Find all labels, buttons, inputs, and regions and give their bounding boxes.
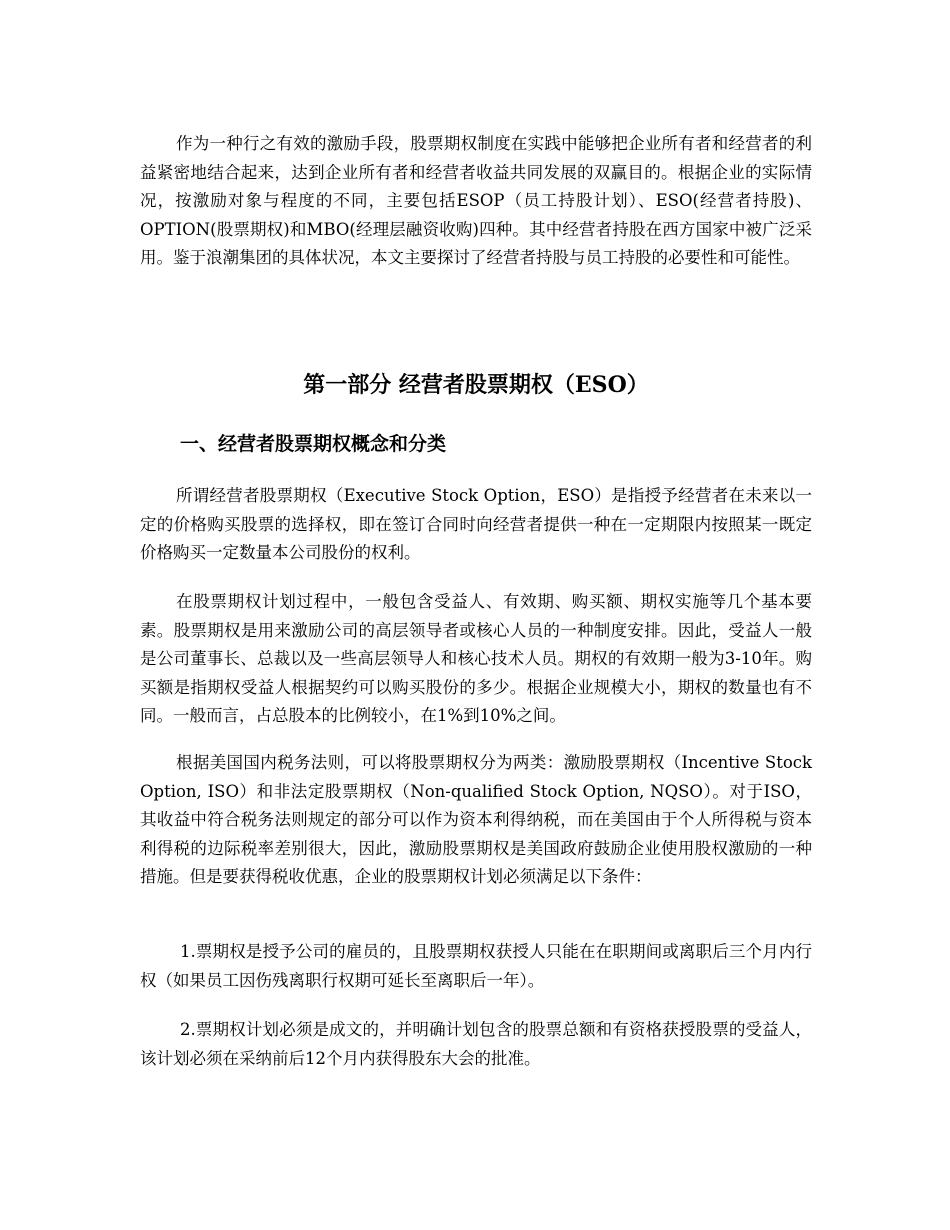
elements-paragraph: 在股票期权计划过程中，一般包含受益人、有效期、购买额、期权实施等几个基本要素。股票期权是用来激励公司的高层领导者或核心人员的一种制度安排。因此，受益人一般是公司董事长、总裁以及一些高层领导人和核心技术人员。期权的有效期一般为3-10年。购买额是指期权受益人根据契约可以购买股份的多少。根据企业规模大小，期权的数量也有不同。一般而言，占总股本的比例较小，在1%到10%之间。 [140, 592, 812, 726]
condition-item-1: 1.票期权是授予公司的雇员的，且股票期权获授人只能在在职期间或离职后三个月内行权（如果员工因伤残离职行权期可延长至离职后一年）。 [140, 942, 812, 990]
part-title: 第一部分 经营者股票期权（ESO） [303, 372, 649, 398]
definition-paragraph: 所谓经营者股票期权（Executive Stock Option，ESO）是指授予经营者在未来以一定的价格购买股票的选择权，即在签订合同时向经营者提供一种在一定期限内按照某一既定价格购买一定数量本公司股份的权利。 [140, 486, 812, 563]
intro-paragraph: 作为一种行之有效的激励手段，股票期权制度在实践中能够把企业所有者和经营者的利益紧密地结合起来，达到企业所有者和经营者收益共同发展的双赢目的。根据企业的实际情况，按激励对象与程度的不同，主要包括ESOP（员工持股计划）、ESO(经营者持股)、OPTION(股票期权)和MBO(经理层融资收购)四种。其中经营者持股在西方国家中被广泛采用。鉴于浪潮集团的具体状况，本文主要探讨了经营者持股与员工持股的必要性和可能性。 [140, 134, 812, 268]
section-title: 一、经营者股票期权概念和分类 [180, 433, 447, 455]
condition-item-2: 2.票期权计划必须是成文的，并明确计划包含的股票总额和有资格获授股票的受益人，该计划必须在采纳前后12个月内获得股东大会的批准。 [140, 1020, 812, 1068]
classification-paragraph: 根据美国国内税务法则，可以将股票期权分为两类：激励股票期权（Incentive Stock Option, ISO）和非法定股票期权（Non-qualified Stock Option, NQSO）。对于ISO，其收益中符合税务法则规定的部分可以作为资本利得纳税，而在美国由于个人所得税与资本利得税的边际税率差别很大，因此，激励股票期权是美国政府鼓励企业使用股权激励的一种措施。但是要获得税收优惠，企业的股票期权计划必须满足以下条件： [140, 753, 812, 887]
